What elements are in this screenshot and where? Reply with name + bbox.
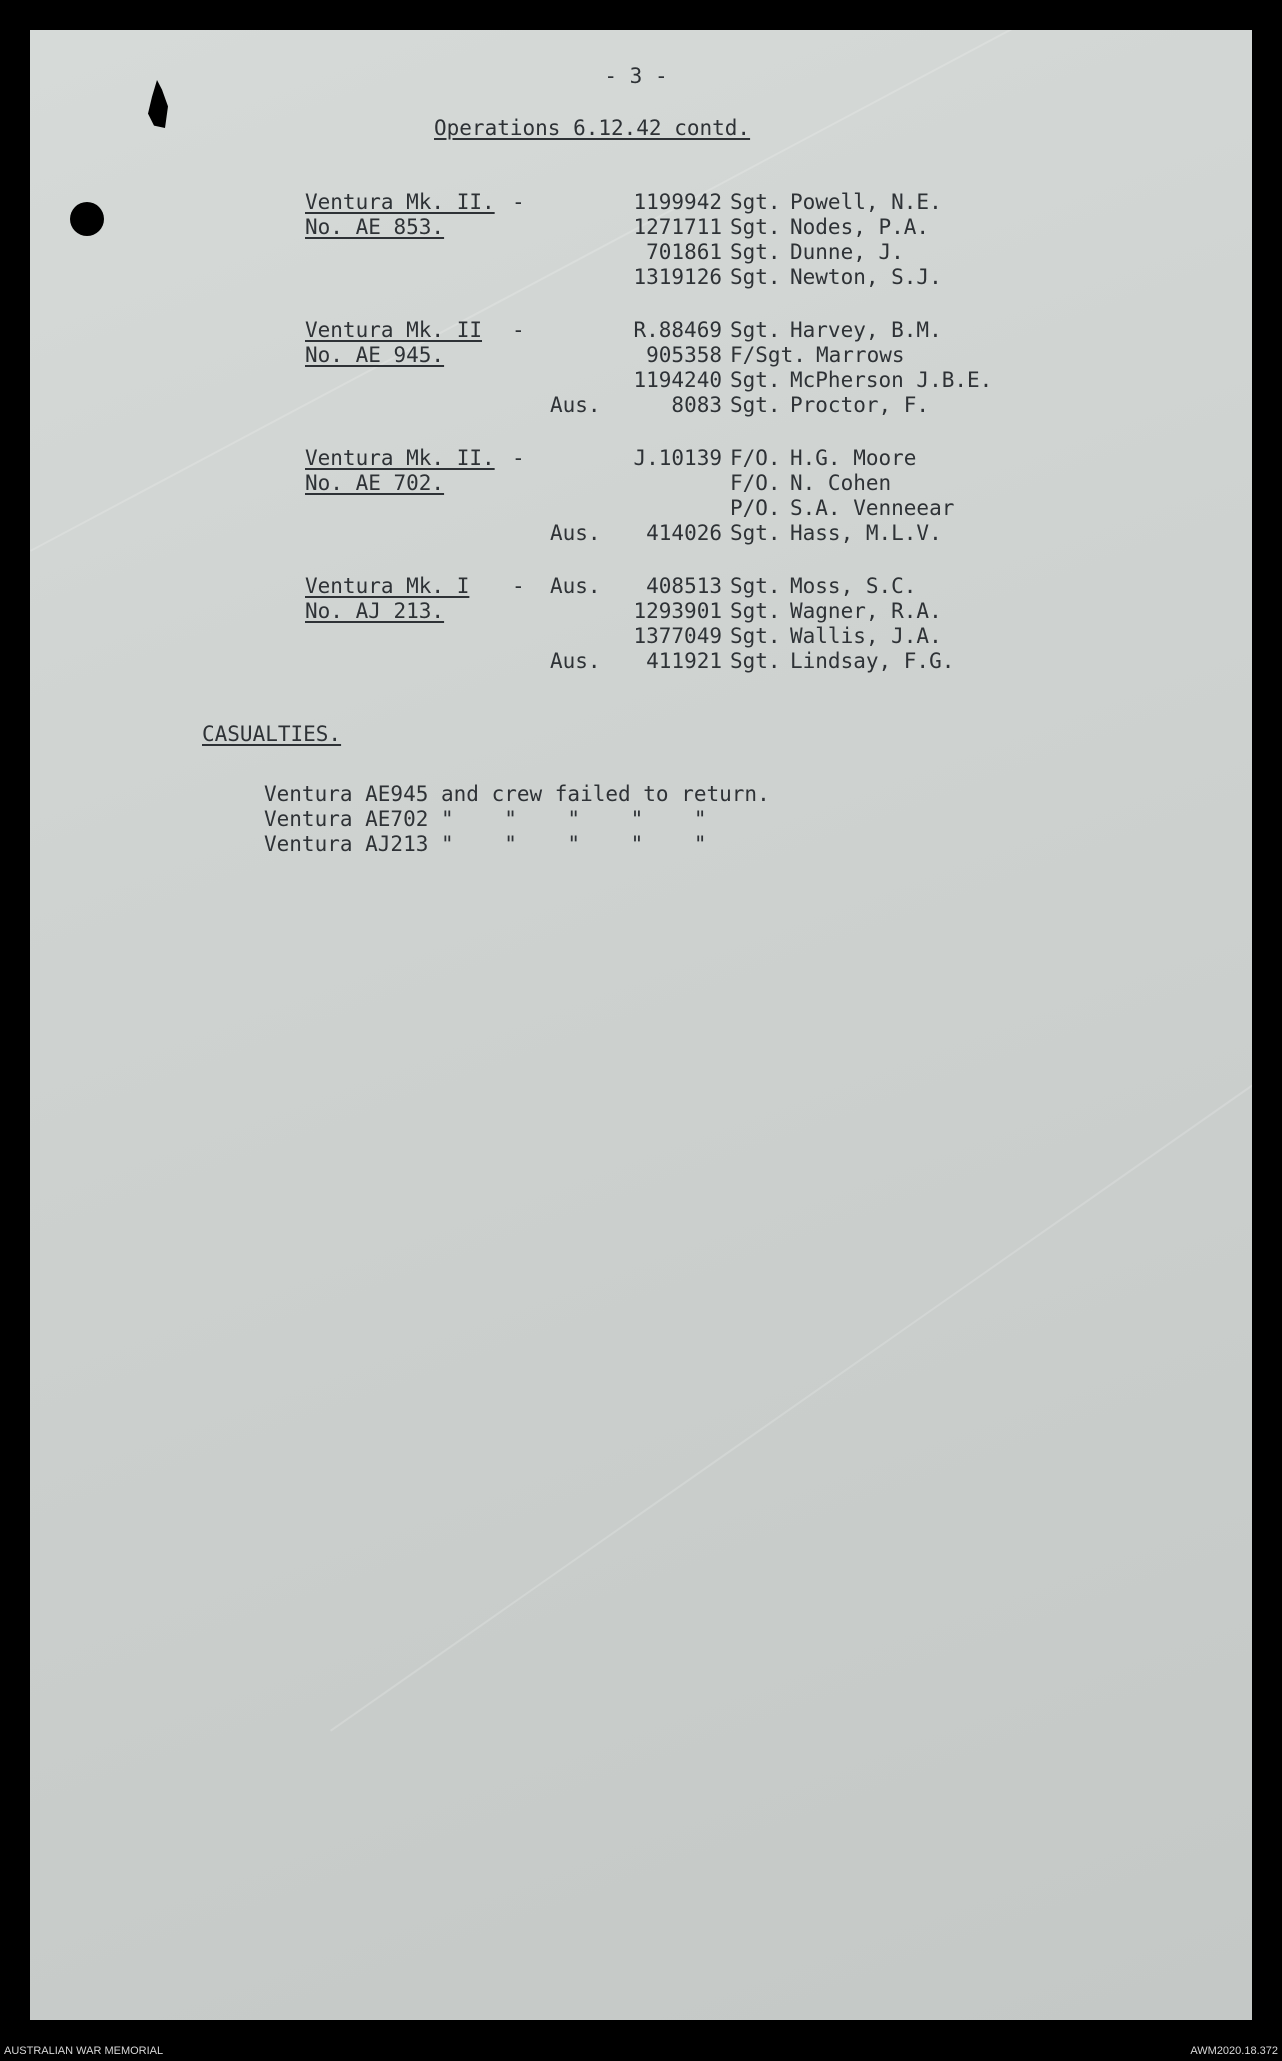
page-number: - 3 - — [604, 64, 668, 88]
aircraft-serial: No. AE 945. — [305, 343, 445, 367]
aircraft-type: Ventura Mk. II. — [305, 190, 495, 214]
aircraft-serial: No. AJ 213. — [305, 599, 445, 623]
crew-name: McPherson J.B.E. — [790, 368, 993, 392]
crew-service-prefix: Aus. — [550, 521, 601, 545]
archive-credit: AUSTRALIAN WAR MEMORIAL — [4, 2045, 164, 2057]
crew-rank: Sgt. — [730, 599, 781, 623]
crew-rank: F/O. — [730, 446, 781, 470]
crew-service-number: 905358 — [646, 343, 722, 367]
crew-service-number: 701861 — [646, 240, 722, 264]
crew-name: N. Cohen — [790, 471, 892, 495]
crew-name: Hass, M.L.V. — [790, 521, 942, 545]
crew-name: Wagner, R.A. — [790, 599, 942, 623]
paper-crease — [330, 984, 1252, 1731]
page-heading: Operations 6.12.42 contd. — [434, 116, 751, 140]
aircraft-dash: - — [512, 318, 525, 342]
crew-service-number: 408513 — [646, 574, 722, 598]
aircraft-dash: - — [512, 446, 525, 470]
crew-rank: Sgt. — [730, 240, 781, 264]
crew-name: Marrows — [816, 343, 905, 367]
crew-rank: P/O. — [730, 496, 781, 520]
crew-rank: Sgt. — [730, 521, 781, 545]
aircraft-dash: - — [512, 574, 525, 598]
aircraft-dash: - — [512, 190, 525, 214]
casualty-line: Ventura AJ213 " " " " " — [264, 832, 707, 856]
archive-reference: AWM2020.18.372 — [1190, 2045, 1278, 2057]
document-page — [30, 30, 1252, 2020]
crew-name: Wallis, J.A. — [790, 624, 942, 648]
crew-rank: Sgt. — [730, 368, 781, 392]
crew-rank: Sgt. — [730, 393, 781, 417]
crew-service-prefix: Aus. — [550, 393, 601, 417]
crew-service-number: R.88469 — [633, 318, 722, 342]
crew-name: Powell, N.E. — [790, 190, 942, 214]
aircraft-type: Ventura Mk. I — [305, 574, 470, 598]
crew-name: Nodes, P.A. — [790, 215, 930, 239]
torn-corner-mark — [148, 80, 168, 128]
crew-service-number: 1199942 — [633, 190, 722, 214]
crew-service-number: 411921 — [646, 649, 722, 673]
crew-service-number: 1377049 — [633, 624, 722, 648]
crew-service-number: 8083 — [671, 393, 722, 417]
crew-name: Harvey, B.M. — [790, 318, 942, 342]
aircraft-serial: No. AE 702. — [305, 471, 445, 495]
aircraft-type: Ventura Mk. II. — [305, 446, 495, 470]
crew-rank: Sgt. — [730, 215, 781, 239]
crew-name: Proctor, F. — [790, 393, 930, 417]
crew-rank: Sgt. — [730, 574, 781, 598]
crew-service-number: 1293901 — [633, 599, 722, 623]
casualty-line: Ventura AE945 and crew failed to return. — [264, 782, 770, 806]
crew-service-number: 414026 — [646, 521, 722, 545]
crew-name: Dunne, J. — [790, 240, 904, 264]
crew-rank: Sgt. — [730, 190, 781, 214]
crew-rank: Sgt. — [730, 318, 781, 342]
crew-name: Moss, S.C. — [790, 574, 917, 598]
crew-service-number: 1271711 — [633, 215, 722, 239]
casualties-heading: CASUALTIES. — [202, 722, 342, 746]
casualty-line: Ventura AE702 " " " " " — [264, 807, 707, 831]
crew-name: S.A. Venneear — [790, 496, 955, 520]
crew-service-number: J.10139 — [633, 446, 722, 470]
crew-rank: Sgt. — [730, 624, 781, 648]
crew-service-number: 1319126 — [633, 265, 722, 289]
crew-rank: F/O. — [730, 471, 781, 495]
aircraft-serial: No. AE 853. — [305, 215, 445, 239]
crew-service-prefix: Aus. — [550, 574, 601, 598]
crew-rank: Sgt. — [730, 265, 781, 289]
crew-name: Newton, S.J. — [790, 265, 942, 289]
crew-service-number: 1194240 — [633, 368, 722, 392]
crew-name: H.G. Moore — [790, 446, 917, 470]
punch-hole — [70, 202, 104, 236]
crew-rank: Sgt. — [730, 649, 781, 673]
crew-service-prefix: Aus. — [550, 649, 601, 673]
aircraft-type: Ventura Mk. II — [305, 318, 483, 342]
crew-rank: F/Sgt. — [730, 343, 806, 367]
crew-name: Lindsay, F.G. — [790, 649, 955, 673]
paper-crease — [30, 30, 1252, 552]
